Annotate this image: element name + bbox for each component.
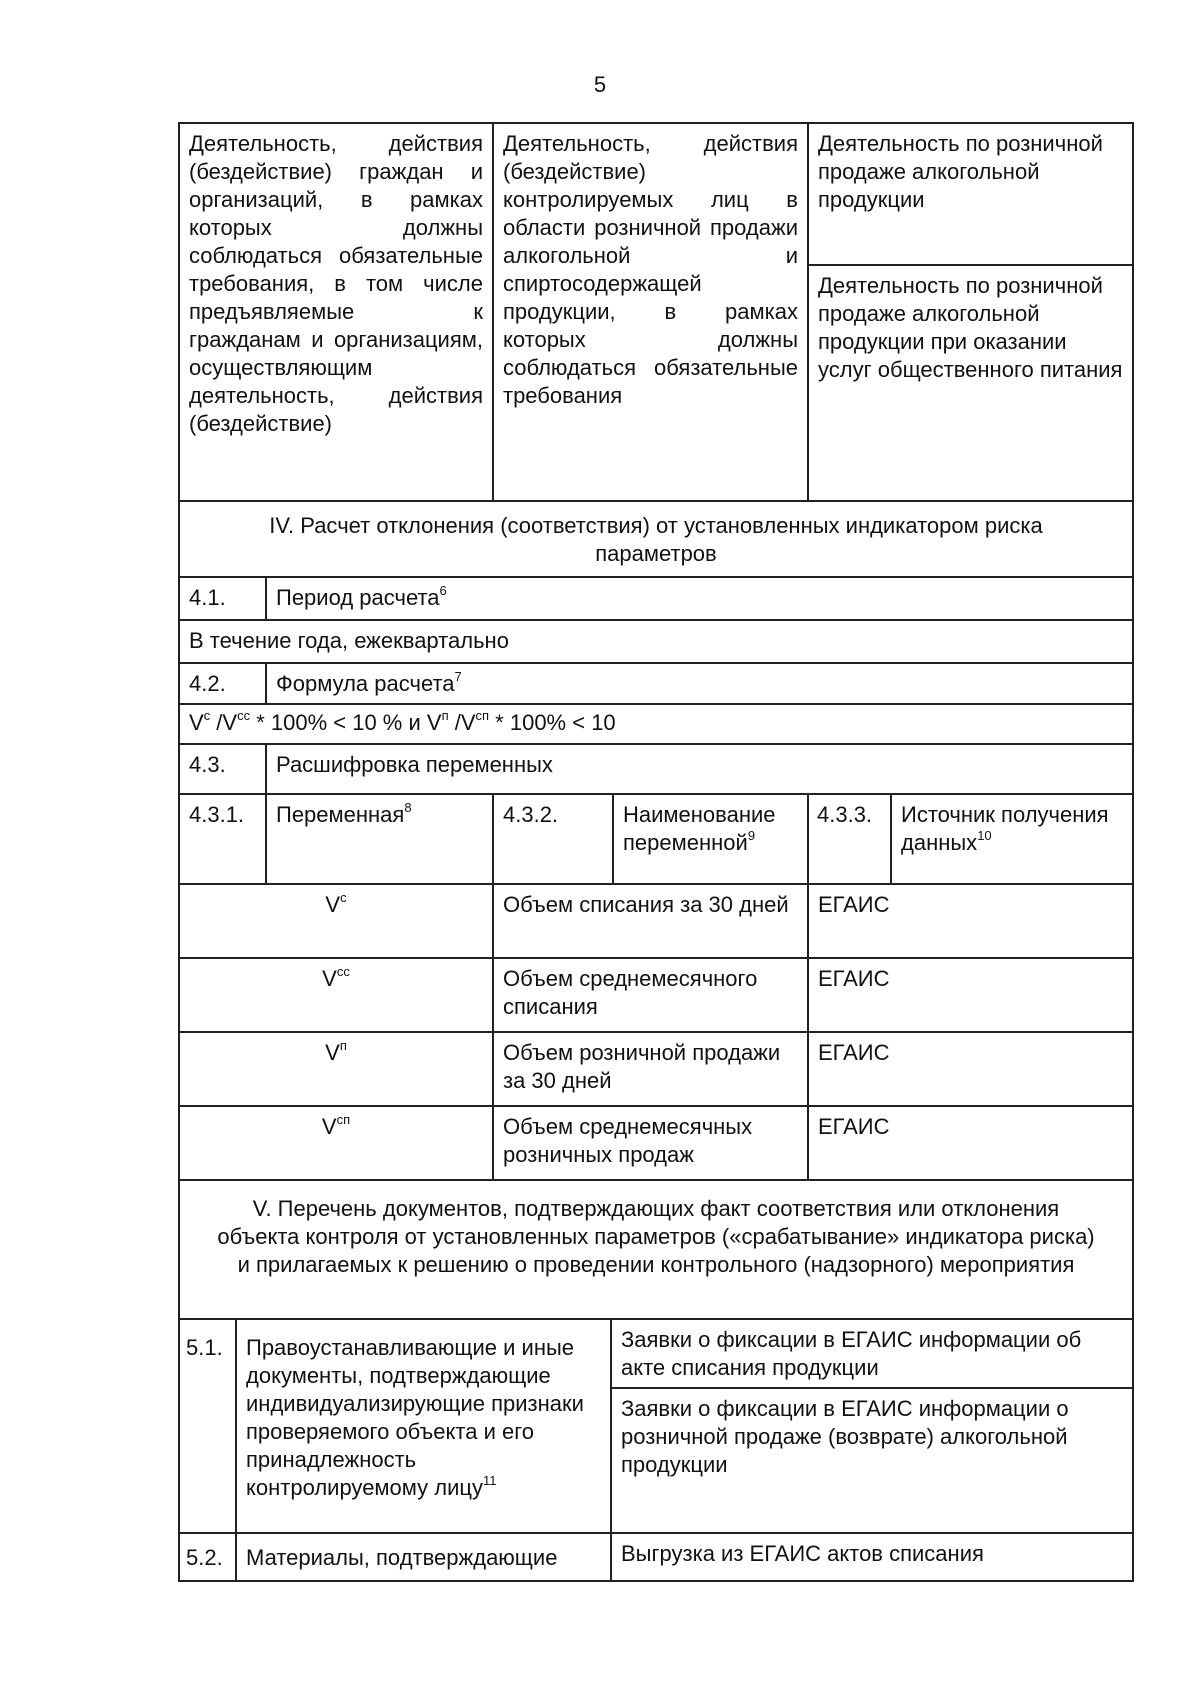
row-5-2-label: Материалы, подтверждающие	[237, 1534, 612, 1580]
formula: $V^с$ $/V^{сс} * 100\% < 10$ % и $V^п$ $/V^{сп} * 100\% < 10$	[189, 707, 616, 735]
row-4-1	[178, 578, 1134, 621]
row-4-1-value	[178, 621, 1134, 664]
row-4-2-label: Формула расчета$^7$	[276, 668, 462, 696]
row-4-3-label: Расшифровка переменных	[276, 752, 553, 777]
variable-symbol: $V^{сс}$	[180, 959, 494, 1031]
variable-symbol: $V^п$	[180, 1033, 494, 1105]
header-4-3-2-number: 4.3.2.	[494, 795, 614, 883]
row-5-2-number: 5.2.	[180, 1534, 237, 1580]
variable-row	[178, 1107, 1134, 1181]
activity-col3	[809, 124, 1132, 500]
section-4-header	[178, 502, 1134, 578]
row-4-2	[178, 664, 1134, 705]
header-4-3-2-label: Наименование переменной$^9$	[614, 795, 809, 883]
section-5-header	[178, 1181, 1134, 1320]
variable-source: ЕГАИС	[818, 1114, 890, 1139]
activity-row	[178, 122, 1134, 502]
activity-col2: Деятельность, действия (бездействие) контролируемых лиц в области розничной продажи алкогольной и спиртосодержащей продукции, в рамках которых должны соблюдаться обязательные требования	[494, 124, 809, 500]
section-5-title: V. Перечень документов, подтверждающих факт соответствия или отклонения объекта контроля от установленных параметров («срабатывание» индикатора риска) и прилагаемых к решению о проведении контрольного (надзорного) мероприятия	[217, 1196, 1095, 1277]
row-5-2-doc: Выгрузка из ЕГАИС актов списания	[621, 1541, 984, 1566]
variable-name: Объем розничной продажи за 30 дней	[494, 1033, 809, 1105]
variable-name: Объем среднемесячных розничных продаж	[494, 1107, 809, 1179]
row-5-2	[178, 1534, 1134, 1582]
row-5-1-label: Правоустанавливающие и иные документы, подтверждающие индивидуализирующие признаки проверяемого объекта и его принадлежность контролируемому лицу$^{11}$	[237, 1320, 612, 1532]
activity-col3-catering: Деятельность по розничной продаже алкогольной продукции при оказании услуг общественного питания	[818, 273, 1123, 382]
row-5-1-documents	[612, 1320, 1132, 1532]
variable-row	[178, 1033, 1134, 1107]
header-4-3-3-label: Источник получения данных$^{10}$	[901, 802, 1109, 855]
row-4-3	[178, 745, 1134, 795]
row-5-1-number: 5.1.	[180, 1320, 237, 1532]
page-number: 5	[593, 72, 607, 97]
variable-source: ЕГАИС	[818, 1040, 890, 1065]
variable-symbol: $V^{сп}$	[180, 1107, 494, 1179]
variable-source: ЕГАИС	[818, 892, 890, 917]
section-4-title: IV. Расчет отклонения (соответствия) от установленных индикатором риска параметров	[269, 513, 1043, 566]
row-4-3-number: 4.3.	[180, 745, 267, 793]
row-5-1-doc-retail: Заявки о фиксации в ЕГАИС информации о розничной продаже (возврате) алкогольной продукции	[621, 1396, 1069, 1477]
variable-name: Объем среднемесячного списания	[494, 959, 809, 1031]
header-4-3-1-number: 4.3.1.	[180, 795, 267, 883]
header-4-3-3-number: 4.3.3.	[809, 795, 892, 883]
row-4-2-number: 4.2.	[180, 664, 267, 703]
variable-row	[178, 885, 1134, 959]
variable-source: ЕГАИС	[818, 966, 890, 991]
variable-row	[178, 959, 1134, 1033]
variable-name: Объем списания за 30 дней	[494, 885, 809, 957]
header-4-3-1-label: Переменная$^8$	[267, 795, 494, 883]
formula-row	[178, 705, 1134, 745]
row-5-1-doc-writeoff: Заявки о фиксации в ЕГАИС информации об акте списания продукции	[612, 1320, 1132, 1389]
activity-col1: Деятельность, действия (бездействие) граждан и организаций, в рамках которых должны соблюдаться обязательные требования, в том числе предъявляемые к гражданам и организациям, осуществляющим деятельность, действия (бездействие)	[180, 124, 494, 500]
row-4-1-label: Период расчета$^6$	[276, 582, 447, 610]
calc-period-value: В течение года, ежеквартально	[189, 628, 509, 653]
document-table	[178, 122, 1134, 1582]
variables-header-row	[178, 795, 1134, 885]
activity-col3-retail: Деятельность по розничной продаже алкогольной продукции	[809, 124, 1132, 266]
variable-symbol: $V^с$	[180, 885, 494, 957]
row-4-1-number: 4.1.	[180, 578, 267, 619]
row-5-1	[178, 1320, 1134, 1534]
